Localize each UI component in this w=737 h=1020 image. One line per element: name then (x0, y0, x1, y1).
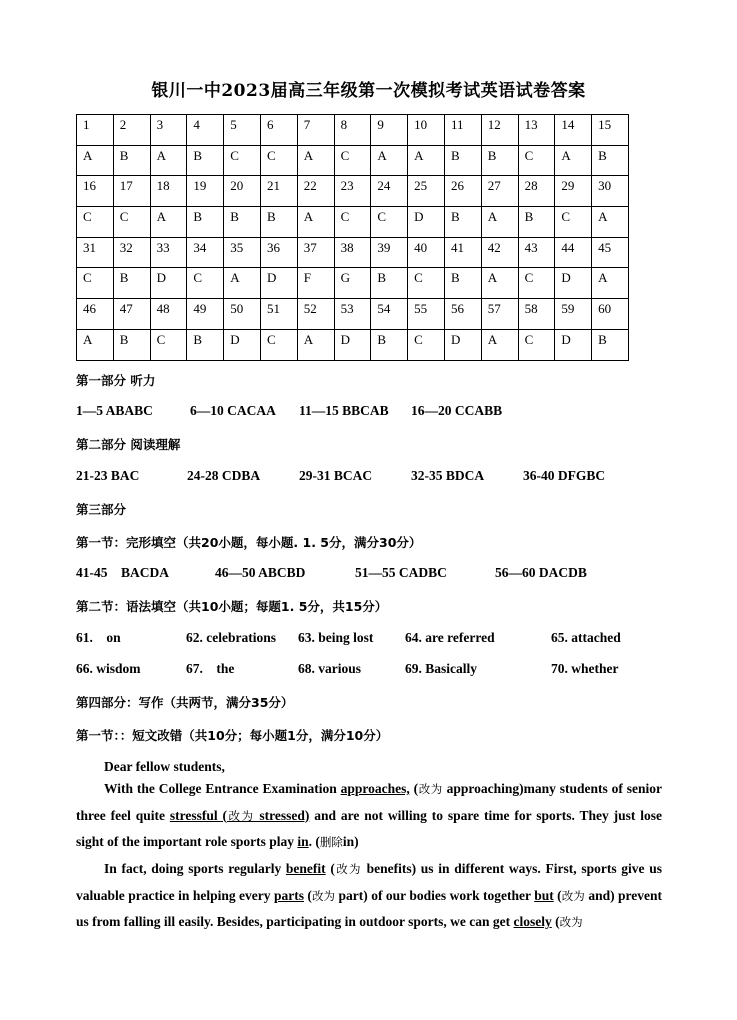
question-number-cell: 53 (334, 299, 371, 330)
question-number-cell: 19 (187, 176, 224, 207)
error-mark: but (534, 887, 554, 903)
question-number-cell: 49 (187, 299, 224, 330)
question-number-cell: 29 (555, 176, 592, 207)
answer-cell: B (518, 207, 555, 238)
essay-text: . ( (308, 834, 320, 849)
question-number-cell: 33 (150, 237, 187, 268)
question-number-row (77, 237, 629, 268)
essay-text: ( (551, 914, 560, 929)
essay-text: ( (303, 887, 312, 903)
essay-text: approaching)many students of senior three feel quite (76, 781, 663, 823)
question-number-cell: 18 (150, 176, 187, 207)
question-number-cell: 25 (408, 176, 445, 207)
question-number-cell: 47 (113, 299, 150, 330)
part1-answers (76, 403, 662, 421)
answer-row (77, 207, 629, 238)
essay-text: benefits) us in different ways. First, sports give us valuable practice in helping every (76, 861, 662, 903)
question-number-cell: 4 (187, 115, 224, 146)
question-number-cell: 28 (518, 176, 555, 207)
question-number-cell: 39 (371, 237, 408, 268)
answer-cell: A (592, 207, 629, 238)
question-number-cell: 11 (444, 115, 481, 146)
page-title: 银川一中2023届高三年级第一次模拟考试英语试卷答案 (151, 81, 586, 101)
essay-text: and) prevent us from falling ill easily. Besides, participating in outdoor sports, we can get (76, 887, 663, 929)
question-number-cell: 26 (444, 176, 481, 207)
question-number-cell: 44 (555, 237, 592, 268)
question-number-cell: 55 (408, 299, 445, 330)
cloze-group: 46—50 ABCBD (215, 565, 306, 580)
cloze-group: 56—60 DACDB (495, 565, 587, 580)
grammar-answer: 65. attached (551, 630, 621, 645)
answer-cell: C (150, 329, 187, 360)
correction-note: 改为 (226, 808, 255, 823)
correction-note: 改为 (334, 862, 362, 876)
answer-cell: B (224, 207, 261, 238)
essay-paragraph-2 (76, 856, 662, 936)
part3-section2-heading: 第二节：语法填空（共10小题；每题1. 5分，共15分） (76, 599, 388, 614)
answer-cell: A (297, 329, 334, 360)
question-number-cell: 10 (408, 115, 445, 146)
answer-cell: D (260, 268, 297, 299)
error-mark: stressful ( (169, 807, 227, 823)
answer-cell: B (113, 145, 150, 176)
error-mark: stressed) (254, 807, 310, 823)
answer-cell: C (518, 268, 555, 299)
answer-cell: C (77, 268, 114, 299)
answer-cell: A (371, 145, 408, 176)
part2-group: 24-28 CDBA (187, 468, 261, 483)
answer-cell: B (187, 145, 224, 176)
essay-text: ( (409, 781, 419, 796)
part1-group: 1—5 ABABC (76, 403, 153, 418)
answer-cell: F (297, 268, 334, 299)
question-number-cell: 57 (481, 299, 518, 330)
answer-cell: B (113, 268, 150, 299)
correction-note: 改为 (561, 888, 585, 903)
correction-note: 改为 (418, 782, 443, 796)
question-number-cell: 1 (77, 115, 114, 146)
answer-cell: D (150, 268, 187, 299)
question-number-cell: 40 (408, 237, 445, 268)
question-number-cell: 48 (150, 299, 187, 330)
answer-cell: C (408, 329, 445, 360)
part2-answers (76, 468, 662, 486)
part1-heading: 第一部分 听力 (76, 373, 156, 388)
answer-cell: C (408, 268, 445, 299)
essay-text: part) of our bodies work together (335, 887, 535, 903)
answer-cell: B (371, 329, 408, 360)
answer-cell: C (334, 145, 371, 176)
part3-section1-answers (76, 565, 662, 583)
answer-cell: A (408, 145, 445, 176)
question-number-cell: 8 (334, 115, 371, 146)
error-mark: in (297, 834, 309, 849)
question-number-cell: 42 (481, 237, 518, 268)
answer-cell: D (408, 207, 445, 238)
answer-cell: A (481, 207, 518, 238)
question-number-row (77, 115, 629, 146)
grammar-answer: 68. various (298, 661, 362, 676)
question-number-cell: 12 (481, 115, 518, 146)
answer-cell: B (592, 145, 629, 176)
question-number-cell: 30 (592, 176, 629, 207)
question-number-cell: 17 (113, 176, 150, 207)
answer-cell: C (518, 145, 555, 176)
question-number-cell: 51 (260, 299, 297, 330)
question-number-cell: 32 (113, 237, 150, 268)
question-number-cell: 34 (187, 237, 224, 268)
question-number-cell: 45 (592, 237, 629, 268)
answer-cell: C (518, 329, 555, 360)
part3-section1-heading: 第一节：完形填空（共20小题，每小题. 1. 5分，满分30分） (76, 535, 422, 550)
essay-text: In fact, doing sports regularly (104, 861, 286, 876)
answer-cell: D (224, 329, 261, 360)
question-number-cell: 41 (444, 237, 481, 268)
question-number-cell: 9 (371, 115, 408, 146)
answer-cell: C (77, 207, 114, 238)
answer-cell: A (77, 145, 114, 176)
answer-cell: D (444, 329, 481, 360)
answer-cell: C (187, 268, 224, 299)
part4-section1-heading: 第一节：：短文改错（共10分；每小题1分，满分10分） (76, 728, 389, 743)
question-number-cell: 21 (260, 176, 297, 207)
answer-cell: B (444, 268, 481, 299)
grammar-answer: 62. celebrations (186, 630, 276, 645)
correction-note: 改为 (559, 915, 583, 929)
answer-cell: A (297, 207, 334, 238)
part2-group: 29-31 BCAC (299, 468, 373, 483)
part4-heading: 第四部分：写作（共两节，满分35分） (76, 695, 294, 710)
question-number-cell: 54 (371, 299, 408, 330)
grammar-answer: 66. wisdom (76, 661, 141, 676)
answer-cell: A (481, 329, 518, 360)
part3-heading: 第三部分 (76, 502, 127, 517)
cloze-group: 41-45 BACDA (76, 565, 169, 580)
answer-cell: B (187, 207, 224, 238)
question-number-cell: 50 (224, 299, 261, 330)
question-number-cell: 23 (334, 176, 371, 207)
answer-cell: C (224, 145, 261, 176)
grammar-answer: 70. whether (551, 661, 619, 676)
answer-cell: C (260, 145, 297, 176)
answer-cell: D (555, 329, 592, 360)
grammar-answer: 63. being lost (298, 630, 374, 645)
part1-group: 6—10 CACAA (190, 403, 276, 418)
grammar-answer: 67. the (186, 661, 235, 676)
question-number-cell: 22 (297, 176, 334, 207)
answer-row (77, 268, 629, 299)
question-number-cell: 27 (481, 176, 518, 207)
answer-cell: C (113, 207, 150, 238)
essay-paragraph-1 (76, 776, 662, 856)
question-number-row (77, 176, 629, 207)
answer-cell: C (334, 207, 371, 238)
answer-cell: A (297, 145, 334, 176)
question-number-cell: 24 (371, 176, 408, 207)
answer-cell: G (334, 268, 371, 299)
essay-text: With the College Entrance Examination (104, 781, 341, 796)
question-number-cell: 36 (260, 237, 297, 268)
answer-table (76, 114, 629, 361)
answer-row (77, 145, 629, 176)
answer-cell: B (113, 329, 150, 360)
answer-cell: D (555, 268, 592, 299)
question-number-cell: 31 (77, 237, 114, 268)
grammar-answer: 61. on (76, 630, 121, 645)
question-number-cell: 56 (444, 299, 481, 330)
essay-text: in) (342, 834, 359, 849)
cloze-group: 51—55 CADBC (355, 565, 447, 580)
essay-text: ( (325, 861, 335, 876)
answer-cell: A (77, 329, 114, 360)
question-number-cell: 35 (224, 237, 261, 268)
question-number-cell: 43 (518, 237, 555, 268)
question-number-cell: 15 (592, 115, 629, 146)
question-number-cell: 3 (150, 115, 187, 146)
part2-heading: 第二部分 阅读理解 (76, 437, 181, 452)
part2-group: 36-40 DFGBC (523, 468, 606, 483)
correction-note: 删除 (319, 835, 343, 849)
question-number-row (77, 299, 629, 330)
question-number-cell: 14 (555, 115, 592, 146)
answer-cell: A (150, 145, 187, 176)
answer-cell: A (150, 207, 187, 238)
grammar-row-1 (76, 630, 662, 648)
answer-row (77, 329, 629, 360)
question-number-cell: 38 (334, 237, 371, 268)
question-number-cell: 59 (555, 299, 592, 330)
answer-cell: A (224, 268, 261, 299)
question-number-cell: 5 (224, 115, 261, 146)
error-mark: benefit (285, 861, 326, 876)
answer-cell: C (260, 329, 297, 360)
question-number-cell: 58 (518, 299, 555, 330)
part1-group: 11—15 BBCAB (299, 403, 389, 418)
grammar-answer: 69. Basically (405, 661, 478, 676)
answer-cell: C (555, 207, 592, 238)
error-mark: approaches, (340, 781, 410, 796)
answer-cell: A (592, 268, 629, 299)
error-mark: closely (513, 914, 552, 929)
part2-group: 21-23 BAC (76, 468, 140, 483)
grammar-answer: 64. are referred (405, 630, 495, 645)
question-number-cell: 16 (77, 176, 114, 207)
correction-note: 改为 (311, 888, 336, 903)
question-number-cell: 2 (113, 115, 150, 146)
part2-group: 32-35 BDCA (411, 468, 485, 483)
part1-group: 16—20 CCABB (411, 403, 503, 418)
answer-cell: B (444, 145, 481, 176)
answer-cell: B (444, 207, 481, 238)
answer-cell: B (592, 329, 629, 360)
answer-cell: B (481, 145, 518, 176)
essay-text: and are not willing to spare time for sports. They just lose sight of the important role sports play (76, 807, 662, 849)
question-number-cell: 52 (297, 299, 334, 330)
answer-cell: A (555, 145, 592, 176)
essay-salutation: Dear fellow students, (104, 759, 225, 774)
question-number-cell: 7 (297, 115, 334, 146)
question-number-cell: 6 (260, 115, 297, 146)
answer-cell: A (481, 268, 518, 299)
question-number-cell: 37 (297, 237, 334, 268)
question-number-cell: 60 (592, 299, 629, 330)
question-number-cell: 13 (518, 115, 555, 146)
essay-text: ( (553, 887, 562, 903)
question-number-cell: 20 (224, 176, 261, 207)
answer-cell: B (260, 207, 297, 238)
answer-cell: B (187, 329, 224, 360)
answer-cell: B (371, 268, 408, 299)
answer-cell: D (334, 329, 371, 360)
error-mark: parts (273, 887, 304, 903)
grammar-row-2 (76, 661, 662, 679)
answer-cell: C (371, 207, 408, 238)
question-number-cell: 46 (77, 299, 114, 330)
